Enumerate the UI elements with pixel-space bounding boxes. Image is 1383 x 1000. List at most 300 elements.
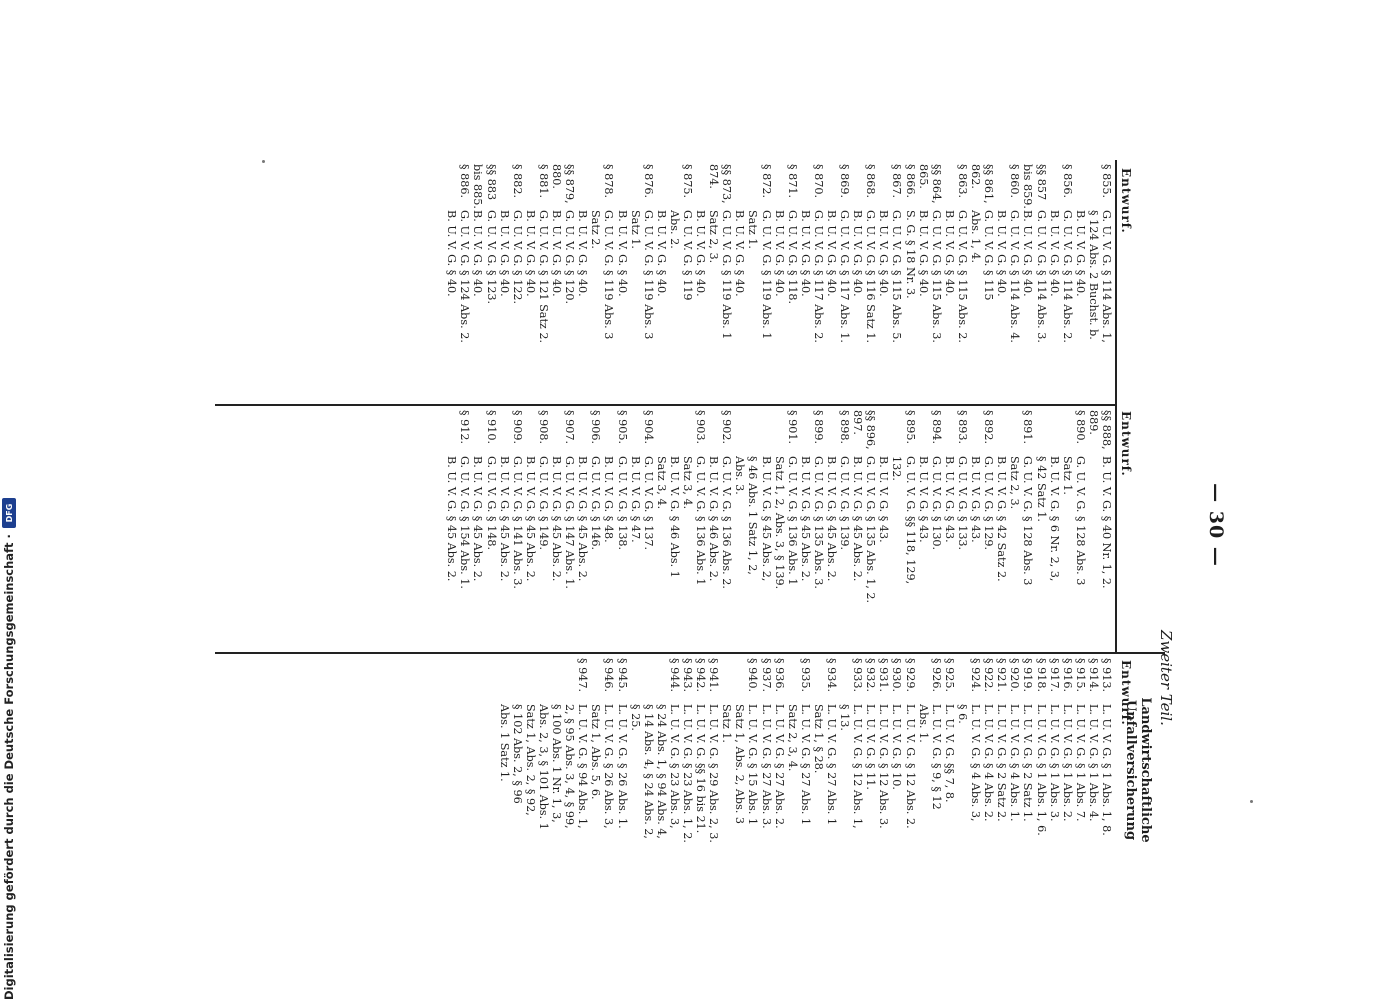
source-law-reference: Abs. 2. — [667, 210, 681, 249]
entwurf-paragraph-ref — [746, 410, 759, 456]
entwurf-paragraph-ref — [799, 164, 812, 210]
table-row — [904, 164, 917, 400]
table-row — [759, 164, 772, 400]
source-law-reference: B. U. V. G. § 45 Abs. 2. — [497, 456, 511, 582]
entwurf-paragraph-ref — [602, 410, 615, 456]
source-law-reference: L. U. V. G. § 1 Abs. 2. — [1060, 704, 1074, 822]
entwurf-paragraph-ref: § 855. — [1100, 164, 1113, 199]
table-row — [943, 410, 956, 648]
entwurf-paragraph-ref: § 925. — [942, 658, 956, 693]
entwurf-paragraph-ref: § 946. — [602, 658, 616, 693]
digitization-credit — [0, 0, 18, 1000]
source-law-reference: B. U. V. G. § 46 Abs. 1 — [667, 456, 681, 578]
source-law-reference: Abs. 1, 4. — [969, 210, 983, 263]
entwurf-paragraph-ref: § 890. — [1073, 410, 1087, 445]
table-row — [629, 658, 642, 880]
source-law-reference: Satz 2, 3. — [707, 210, 721, 264]
source-law-reference: § 102 Abs. 2, § 96 — [510, 704, 524, 804]
source-law-reference: L. U. V. G. § 26 Abs. 3, — [602, 704, 616, 829]
table-row — [773, 164, 786, 400]
source-law-reference: S. G. § 18 Nr. 3. — [903, 210, 917, 299]
entwurf-paragraph-ref — [1074, 164, 1087, 210]
table-row — [563, 164, 576, 400]
table-row — [498, 410, 511, 648]
source-law-reference: B. U. V. G. § 40. — [445, 210, 459, 297]
entwurf-paragraph-ref — [995, 410, 1008, 456]
source-law-reference: L. U. V. G. § 1 Abs. 1, 6. — [1034, 704, 1048, 836]
source-law-reference: Satz 1. — [746, 210, 760, 249]
table-row — [825, 164, 838, 400]
table-row — [524, 658, 537, 880]
table-row — [982, 658, 995, 880]
entwurf-paragraph-ref: § 856. — [1060, 164, 1074, 199]
entwurf-paragraph-ref — [576, 164, 589, 210]
entwurf-paragraph-ref: § 909. — [510, 410, 524, 445]
table-row — [707, 410, 720, 648]
entwurf-paragraph-ref: § 902. — [720, 410, 734, 445]
entwurf-header-1: Entwurf. — [1119, 168, 1133, 234]
entwurf-paragraph-ref: § 941. — [707, 658, 721, 693]
source-law-reference: § 24 Abs. 1, § 94 Abs. 4, — [654, 704, 668, 839]
table-row — [746, 658, 759, 880]
table-row — [655, 410, 668, 648]
entwurf-paragraph-ref — [917, 658, 930, 704]
source-law-reference: L. U. V. G. § 27 Abs. 3. — [759, 704, 773, 829]
table-row — [445, 164, 458, 400]
entwurf-paragraph-ref: § 876. — [641, 164, 655, 199]
source-law-reference: L. U. V. G. § 4 Abs. 3, — [969, 704, 983, 822]
source-law-reference: B. U. V. G. § 45 Abs. 2. — [523, 456, 537, 582]
source-law-reference: G. U. V. G. § 119 Abs. 3 — [602, 210, 616, 340]
entwurf-paragraph-ref — [877, 410, 890, 456]
table-row — [550, 164, 563, 400]
table-row — [629, 164, 642, 400]
entwurf-paragraph-ref — [851, 164, 864, 210]
source-law-reference: Abs. 3. — [733, 456, 747, 495]
source-law-reference: § 6. — [955, 704, 969, 724]
source-law-reference: G. U. V. G. § 119 — [681, 210, 694, 301]
table-row — [759, 410, 772, 648]
table-row — [956, 658, 969, 880]
source-law-reference: B. U. V. G. § 45 Abs. 2. — [798, 456, 812, 582]
entwurf-paragraph-ref — [1048, 164, 1061, 210]
table-row — [524, 164, 537, 400]
table-row — [904, 410, 917, 648]
table-row — [890, 658, 903, 880]
source-law-reference: B. U. V. G. § 43. — [877, 456, 891, 543]
table-row — [720, 164, 733, 400]
table-row — [615, 164, 628, 400]
entwurf-paragraph-ref — [969, 410, 982, 456]
source-law-reference: L. U. V. G. § 12 Abs. 2. — [903, 704, 917, 829]
source-law-reference: B. U. V. G. § 40. — [471, 210, 485, 297]
source-law-reference: G. U. V. G. § 154 Abs. 1. — [458, 456, 472, 589]
source-law-reference: G. U. V. G. § 114 Abs. 2. — [1060, 210, 1074, 343]
table-row — [851, 410, 864, 648]
entwurf-paragraph-ref: § 901. — [785, 410, 799, 445]
table-row — [759, 658, 772, 880]
table-row — [864, 410, 877, 648]
entwurf-paragraph-ref: § 872. — [759, 164, 773, 199]
source-law-reference: B. U. V. G. § 40. — [851, 210, 865, 297]
source-law-reference: L. U. V. G. § 27 Abs. 1 — [825, 704, 839, 826]
source-law-reference: L. U. V. G. §§ 16 bis 21. — [694, 704, 708, 834]
source-law-reference: G. U. V. G. § 114 Abs. 3. — [1034, 210, 1048, 343]
entwurf-paragraph-ref — [668, 164, 681, 210]
source-law-reference: G. U. V. G. § 141 Abs. 3. — [510, 456, 524, 589]
column-1 — [445, 164, 1113, 400]
entwurf-paragraph-ref — [576, 410, 589, 456]
table-row — [589, 658, 602, 880]
table-row — [458, 164, 471, 400]
source-law-reference: B. U. V. G. § 45 Abs. 2. — [851, 456, 865, 582]
source-law-reference: G. U. V. G. § 149. — [536, 456, 550, 551]
source-law-reference: G. U. V. G. § 119 Abs. 3 — [641, 210, 655, 340]
table-row — [1008, 658, 1021, 880]
source-law-reference: Satz 1, § 28. — [811, 704, 825, 774]
table-row — [511, 410, 524, 648]
table-row — [615, 410, 628, 648]
entwurf-paragraph-ref: § 878. — [602, 164, 616, 199]
table-row — [681, 410, 694, 648]
table-row — [589, 164, 602, 400]
table-row — [1087, 658, 1100, 880]
entwurf-paragraph-ref: § 937. — [759, 658, 773, 693]
entwurf-paragraph-ref — [917, 410, 930, 456]
table-row — [642, 410, 655, 648]
source-law-reference: B. U. V. G. § 42 Satz 2. — [995, 456, 1009, 582]
entwurf-paragraph-ref: § 918. — [1034, 658, 1048, 693]
source-law-reference: Satz 1. — [1060, 456, 1074, 495]
entwurf-paragraph-ref: § 936. — [772, 658, 786, 693]
table-row — [629, 410, 642, 648]
entwurf-paragraph-ref: § 943. — [681, 658, 694, 693]
entwurf-paragraph-ref — [589, 164, 602, 210]
source-law-reference: G. U. V. G. § 119 Abs. 1 — [759, 210, 773, 340]
source-law-reference: B. U. V. G. § 45 Abs. 2. — [576, 456, 590, 582]
source-law-reference: G. U. V. G. § 133. — [955, 456, 969, 551]
source-law-reference: G. U. V. G. § 116 Satz 1. — [864, 210, 878, 344]
credit-text: Digitalisierung gefördert durch die Deutsche Forschungsgemeinschaft · — [2, 534, 16, 1000]
entwurf-paragraph-ref — [550, 410, 563, 456]
table-row — [917, 658, 930, 880]
entwurf-paragraph-ref: § 944. — [667, 658, 681, 693]
table-row — [563, 658, 576, 880]
table-row — [851, 164, 864, 400]
source-law-reference: Satz 1, Abs. 5, 6. — [589, 704, 603, 800]
source-law-reference: L. U. V. G. § 1 Abs. 3. — [1047, 704, 1061, 822]
source-law-reference: B. U. V. G. § 6 Nr. 2, 3, — [1047, 456, 1061, 582]
table-row — [825, 410, 838, 648]
table-row — [668, 658, 681, 880]
source-law-reference: L. U. V. G. § 15 Abs. 1 — [746, 704, 760, 826]
table-row — [550, 658, 563, 880]
source-law-reference: B. U. V. G. § 47. — [628, 456, 642, 543]
table-row — [602, 164, 615, 400]
table-row — [786, 410, 799, 648]
entwurf-paragraph-ref — [524, 164, 537, 210]
table-row — [524, 410, 537, 648]
entwurf-paragraph-ref: § 917. — [1047, 658, 1061, 693]
table-row — [825, 658, 838, 880]
entwurf-paragraph-ref — [943, 164, 956, 210]
table-row — [877, 410, 890, 648]
entwurf-paragraph-ref — [629, 410, 642, 456]
table-row — [655, 658, 668, 880]
source-law-reference: 132. — [890, 456, 904, 481]
entwurf-paragraph-ref: § 942. — [694, 658, 708, 693]
table-row — [1087, 164, 1100, 400]
table-row — [1061, 410, 1074, 648]
source-law-reference: B. U. V. G. § 45 Abs. 2. — [825, 456, 839, 582]
source-law-reference: G. U. V. G. § 148. — [484, 456, 498, 551]
table-row — [1021, 658, 1034, 880]
table-row — [615, 658, 628, 880]
source-law-reference: B. U. V. G. § 40. — [576, 210, 590, 297]
table-row — [1074, 410, 1087, 648]
table-row — [956, 164, 969, 400]
entwurf-paragraph-ref — [498, 164, 511, 210]
table-row — [458, 410, 471, 648]
entwurf-paragraph-ref — [445, 164, 458, 210]
source-law-reference: 2, § 95 Abs. 3, 4, § 99, — [563, 704, 577, 829]
table-row — [982, 164, 995, 400]
table-row — [576, 410, 589, 648]
entwurf-paragraph-ref — [655, 658, 668, 704]
entwurf-paragraph-ref: § 905. — [615, 410, 629, 445]
entwurf-paragraph-ref — [890, 410, 903, 456]
entwurf-paragraph-ref: § 908. — [536, 410, 550, 445]
entwurf-paragraph-ref: bis 885. — [471, 164, 485, 209]
source-law-reference: G. U. V. G. § 128 Abs. 3 — [1021, 456, 1035, 586]
section-heading: Landwirtschaftliche Unfallversicherung — [1123, 697, 1153, 843]
entwurf-paragraph-ref: §§ 873, — [720, 164, 734, 204]
entwurf-paragraph-ref — [1034, 410, 1047, 456]
source-law-reference: L. U. V. G. § 1 Abs. 1, 8. — [1100, 704, 1113, 836]
source-law-reference: B. U. V. G. § 43. — [942, 456, 956, 543]
source-law-reference: G. U. V. G. § 122. — [510, 210, 524, 305]
entwurf-paragraph-ref — [1061, 410, 1074, 456]
source-law-reference: Satz 1, Abs. 2, Abs. 3 — [733, 704, 747, 825]
entwurf-paragraph-ref: § 894. — [929, 410, 943, 445]
table-row — [471, 164, 484, 400]
table-row — [733, 164, 746, 400]
table-row — [733, 410, 746, 648]
table-row — [773, 410, 786, 648]
entwurf-paragraph-ref: § 929. — [903, 658, 917, 693]
table-row — [1087, 410, 1100, 648]
entwurf-paragraph-ref — [759, 410, 772, 456]
source-law-reference: Satz 2, 3, 4. — [785, 704, 799, 772]
entwurf-header-3: Entwurf. — [1119, 660, 1133, 726]
entwurf-paragraph-ref: § 891. — [1021, 410, 1035, 445]
entwurf-paragraph-ref: 874. — [707, 164, 721, 189]
table-row — [930, 658, 943, 880]
source-law-reference: G. U. V. G. § 138. — [615, 456, 629, 551]
source-law-reference: L. U. V. G. § 29 Abs. 2, 3. — [707, 704, 721, 843]
entwurf-paragraph-ref: § 893. — [955, 410, 969, 445]
entwurf-paragraph-ref — [615, 164, 628, 210]
source-law-reference: L. U. V. G. § 1 Abs. 7. — [1073, 704, 1087, 822]
table-row — [969, 410, 982, 648]
entwurf-paragraph-ref: § 935. — [798, 658, 812, 693]
entwurf-paragraph-ref — [1048, 410, 1061, 456]
source-law-reference: L. U. V. G. § 12 Abs. 1, — [851, 704, 865, 829]
table-row — [1100, 410, 1113, 648]
source-law-reference: G. U. V. G. § 123. — [484, 210, 498, 305]
source-law-reference: Satz 2, 3. — [1008, 456, 1022, 510]
source-law-reference: B. U. V. G. § 40. — [1047, 210, 1061, 297]
source-law-reference: G. U. V. G. § 115 — [982, 210, 996, 301]
entwurf-paragraph-ref — [877, 164, 890, 210]
source-law-reference — [1087, 456, 1100, 648]
entwurf-paragraph-ref: §§ 888, — [1100, 410, 1113, 450]
part-title: Zweiter Teil. — [1157, 630, 1175, 726]
table-row — [799, 658, 812, 880]
table-row — [733, 658, 746, 880]
table-row — [746, 164, 759, 400]
entwurf-paragraph-ref: § 932. — [864, 658, 878, 693]
entwurf-paragraph-ref: § 870. — [811, 164, 825, 199]
source-law-reference: L. U. V. G. § 94 Abs. 1, — [576, 704, 590, 829]
source-law-reference: L. U. V. G. § 12 Abs. 3. — [877, 704, 891, 829]
source-law-reference: Satz 3, 4. — [681, 456, 694, 510]
source-law-reference: G. U. V. G. § 119 Abs. 1 — [720, 210, 734, 340]
entwurf-paragraph-ref: § 906. — [589, 410, 603, 445]
table-row — [969, 164, 982, 400]
source-law-reference: B. U. V. G. § 40. — [615, 210, 629, 297]
table-row — [668, 410, 681, 648]
table-row — [890, 164, 903, 400]
source-law-reference: L. U. V. G. § 2 Satz 2. — [995, 704, 1009, 822]
entwurf-paragraph-ref — [471, 410, 484, 456]
table-row — [943, 164, 956, 400]
source-law-reference: B. U. V. G. § 45 Abs. 2. — [550, 456, 564, 582]
source-law-reference: L. U. V. G. § 9, § 12 — [929, 704, 943, 810]
entwurf-paragraph-ref — [825, 410, 838, 456]
entwurf-paragraph-ref: § 868. — [864, 164, 878, 199]
source-law-reference: B. U. V. G. § 40. — [497, 210, 511, 297]
entwurf-paragraph-ref: § 899. — [811, 410, 825, 445]
table-row — [1100, 164, 1113, 400]
table-row — [511, 164, 524, 400]
source-law-reference: B. U. V. G. § 40. — [654, 210, 668, 297]
entwurf-paragraph-ref — [838, 658, 851, 704]
entwurf-paragraph-ref — [498, 658, 511, 704]
entwurf-paragraph-ref: 865. — [916, 164, 930, 189]
table-row — [812, 164, 825, 400]
entwurf-paragraph-ref: § 920. — [1008, 658, 1022, 693]
entwurf-paragraph-ref: § 863. — [955, 164, 969, 199]
source-law-reference: L. U. V. G. § 4 Abs. 2. — [982, 704, 996, 822]
table-row — [812, 410, 825, 648]
entwurf-paragraph-ref — [642, 658, 655, 704]
entwurf-paragraph-ref — [445, 410, 458, 456]
source-law-reference: B. U. V. G. § 40. — [550, 210, 564, 297]
entwurf-paragraph-ref: 862. — [969, 164, 983, 189]
table-row — [969, 658, 982, 880]
table-row — [1034, 410, 1047, 648]
table-row — [1021, 410, 1034, 648]
entwurf-paragraph-ref — [629, 658, 642, 704]
entwurf-paragraph-ref: § 867. — [890, 164, 904, 199]
source-law-reference: B. U. V. G. § 40. — [1073, 210, 1087, 297]
entwurf-paragraph-ref: § 886. — [458, 164, 472, 199]
entwurf-paragraph-ref: §§ 896, — [864, 410, 878, 450]
source-law-reference: G. U. V. G. § 115 Abs. 5. — [890, 210, 904, 343]
entwurf-paragraph-ref — [655, 410, 668, 456]
source-law-reference: § 100 Abs. 1 Nr. 1, 3, — [550, 704, 564, 823]
source-law-reference: § 46 Abs. 1 Satz 1, 2, — [746, 456, 760, 575]
source-law-reference: B. U. V. G. § 45 Abs. 2, — [759, 456, 773, 582]
table-row — [877, 658, 890, 880]
source-law-reference: G. U. V. G. § 136 Abs. 1 — [785, 456, 799, 586]
entwurf-header-2: Entwurf. — [1119, 411, 1133, 477]
source-law-reference: Abs. 1. — [916, 704, 930, 743]
entwurf-paragraph-ref: § 933. — [851, 658, 865, 693]
entwurf-paragraph-ref: § 921. — [995, 658, 1009, 693]
source-law-reference: Satz 1. — [720, 704, 734, 743]
source-law-reference: B. U. V. G. § 48. — [602, 456, 616, 543]
table-row — [694, 410, 707, 648]
table-row — [445, 410, 458, 648]
source-law-reference: G. U. V. G. § 118. — [785, 210, 799, 305]
table-row — [838, 164, 851, 400]
table-row — [890, 410, 903, 648]
table-row — [1034, 164, 1047, 400]
paper-speck — [262, 160, 265, 163]
table-row — [838, 658, 851, 880]
entwurf-paragraph-ref — [733, 164, 746, 210]
entwurf-paragraph-ref: § 881. — [536, 164, 550, 199]
table-row — [537, 164, 550, 400]
table-row — [838, 410, 851, 648]
entwurf-paragraph-ref: § 926. — [929, 658, 943, 693]
source-law-reference: B. U. V. G. § 40. — [694, 210, 708, 297]
entwurf-paragraph-ref: § 931. — [877, 658, 891, 693]
table-row — [668, 164, 681, 400]
entwurf-paragraph-ref: § 930. — [890, 658, 904, 693]
table-row — [498, 658, 511, 880]
source-law-reference: § 14 Abs. 4, § 24 Abs. 2, — [641, 704, 655, 839]
entwurf-paragraph-ref — [668, 410, 681, 456]
source-law-reference: G. U. V. G. § 128 Abs. 3 — [1073, 456, 1087, 586]
column-rule-1 — [215, 404, 1115, 406]
table-row — [1008, 164, 1021, 400]
table-row — [995, 658, 1008, 880]
entwurf-paragraph-ref: § 914. — [1086, 658, 1100, 693]
entwurf-paragraph-ref: § 940. — [746, 658, 760, 693]
source-law-reference: § 13. — [838, 704, 852, 731]
table-row — [589, 410, 602, 648]
source-law-reference: L. U. V. G. § 27 Abs. 1 — [798, 704, 812, 826]
table-row — [485, 410, 498, 648]
table-row — [995, 164, 1008, 400]
source-law-reference: B. U. V. G. § 40. — [825, 210, 839, 297]
table-row — [917, 410, 930, 648]
column-rule-2 — [215, 652, 1165, 654]
source-law-reference: B. U. V. G. § 43. — [969, 456, 983, 543]
entwurf-paragraph-ref: 880. — [550, 164, 564, 189]
table-row — [720, 658, 733, 880]
header-rule — [1115, 160, 1117, 652]
source-law-reference: B. U. V. G. § 40. — [916, 210, 930, 297]
source-law-reference: B. U. V. G. § 40. — [733, 210, 747, 297]
entwurf-paragraph-ref: § 903. — [694, 410, 708, 445]
entwurf-paragraph-ref: §§ 857 — [1034, 164, 1048, 201]
table-row — [707, 164, 720, 400]
entwurf-paragraph-ref — [773, 164, 786, 210]
